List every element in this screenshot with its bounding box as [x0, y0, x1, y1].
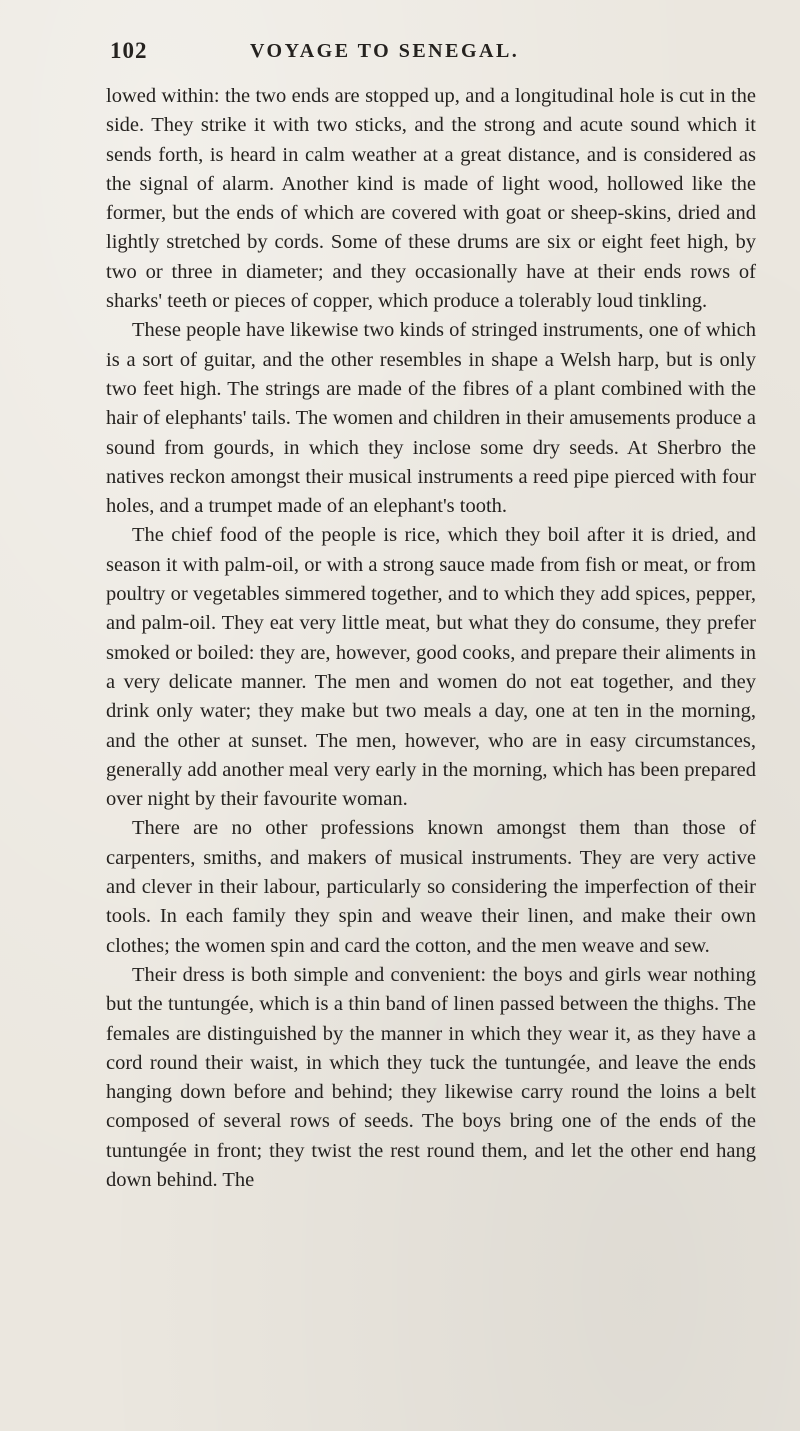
- paragraph-professions: There are no other professions known amongst them than those of carpenters, smiths, and makers of musical instruments. They are very active and clever in their labour, particularly so considering the imperfection of their tools. In each family they spin and weave their linen, and make their own clothes; the women spin and card the cotton, and the men weave and sew.: [106, 817, 756, 957]
- running-head: [110, 38, 740, 70]
- running-title: VOYAGE TO SENEGAL.: [250, 40, 520, 62]
- paragraph-drums: lowed within: the two ends are stopped up, and a longitudinal hole is cut in the side. They strike it with two sticks, and the strong and acute sound which it sends forth, is heard in calm weather at a great distance, and is considered as the signal of alarm. Another kind is made of light wood, hollowed like the former, but the ends of which are covered with goat or sheep-skins, dried and lightly stretched by cords. Some of these drums are six or eight feet high, by two or three in diameter; and they occasionally have at their ends rows of sharks' teeth or pieces of copper, which produce a tolerably loud tinkling.: [106, 85, 756, 313]
- page-number: 102: [110, 38, 148, 63]
- paragraph-food: The chief food of the people is rice, which they boil after it is dried, and season it with palm-oil, or with a strong sauce made from fish or meat, or from poultry or vegetables simmered together, and to which they add spices, pepper, and palm-oil. They eat very little meat, but what they do consume, they prefer smoked or boiled: they are, however, good cooks, and prepare their aliments in a very delicate manner. The men and women do not eat together, and they drink only water; they make but two meals a day, one at ten in the morning, and the other at sunset. The men, however, who are in easy circumstances, generally add another meal very early in the morning, which has been prepared over night by their favourite woman.: [106, 524, 756, 811]
- paragraph-stringed-instruments: These people have likewise two kinds of stringed instruments, one of which is a sort of guitar, and the other resembles in shape a Welsh harp, but is only two feet high. The strings are made of the fibres of a plant combined with the hair of elephants' tails. The women and children in their amusements produce a sound from gourds, in which they inclose some dry seeds. At Sherbro the natives reckon amongst their musical instruments a reed pipe pierced with four holes, and a trumpet made of an elephant's tooth.: [106, 319, 756, 518]
- body-text: [106, 82, 756, 1195]
- paragraph-dress: Their dress is both simple and convenient: the boys and girls wear nothing but the tuntungée, which is a thin band of linen passed between the thighs. The females are distinguished by the manner in which they wear it, as they have a cord round their waist, in which they tuck the tuntungée, and leave the ends hanging down before and behind; they likewise carry round the loins a belt composed of several rows of seeds. The boys bring one of the ends of the tuntungée in front; they twist the rest round them, and let the other end hang down behind. The: [106, 963, 756, 1191]
